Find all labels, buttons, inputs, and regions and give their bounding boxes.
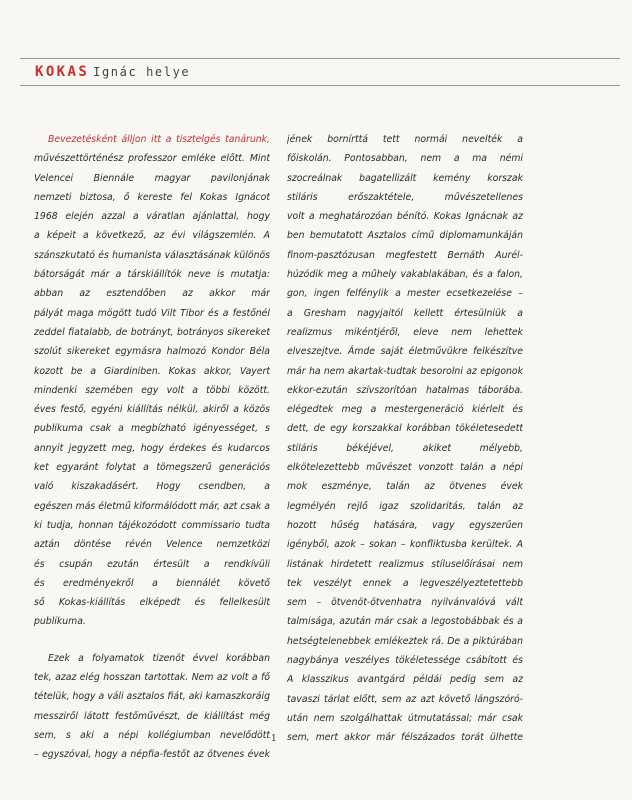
text-line xyxy=(34,555,270,574)
text-line xyxy=(34,649,270,668)
line-text: pályát maga mögött tudó Vilt Tibor és a festőnél xyxy=(34,307,270,319)
line-text: kozott be a Giardiniben. Kokas akkor, Vayert xyxy=(34,365,270,377)
text-line xyxy=(287,690,523,709)
line-text: hozott hűség hatására, vagy egyszerűen xyxy=(287,519,523,531)
text-line xyxy=(287,535,523,554)
text-line xyxy=(34,477,270,496)
line-text: talmisága, azután már csak a legostobábbak és a xyxy=(287,616,523,628)
line-text: nagybánya veszélyes tökéletessége csábított és xyxy=(287,655,523,667)
line-text: egészen más életmű kiformálódott már, azt csak a xyxy=(34,500,270,512)
text-line xyxy=(287,381,523,400)
text-line xyxy=(287,169,523,188)
text-line xyxy=(34,535,270,554)
text-line xyxy=(287,362,523,381)
text-line xyxy=(287,709,523,728)
text-line xyxy=(287,265,523,284)
text-line xyxy=(34,342,270,361)
line-text: tek veszélyt ennek a legveszélyeztetettebb xyxy=(287,577,523,589)
text-line xyxy=(287,207,523,226)
line-text: stiláris erőszaktétele, művészetellenes xyxy=(287,191,523,203)
text-line xyxy=(287,226,523,245)
line-text: már ha nem akartak-tudtak besorolni az epigonok xyxy=(287,365,523,377)
text-line xyxy=(34,207,270,226)
right-text-column xyxy=(287,130,523,748)
text-line xyxy=(287,728,523,747)
text-line xyxy=(34,304,270,323)
text-line xyxy=(287,149,523,168)
text-line xyxy=(287,612,523,631)
line-text: 1968 elején azzal a váratlan ajánlattal, hogy xyxy=(34,211,270,223)
header-author-name: KOKAS xyxy=(35,64,90,80)
line-text: legmélyén rejlő igaz szolidaritás, talán az xyxy=(287,500,523,512)
line-text: ki tudja, honnan tájékozódott commissario tudta xyxy=(34,519,270,531)
line-text: éves festő, egyéni kiállítás nélkül, akiről a közös xyxy=(34,404,270,416)
text-line xyxy=(287,497,523,516)
text-line xyxy=(287,651,523,670)
header-top-rule xyxy=(20,58,620,59)
text-line xyxy=(287,477,523,496)
line-text: tételük, hogy a váli asztalos fiát, aki kamaszkoráig xyxy=(34,691,270,703)
text-line xyxy=(34,149,270,168)
text-line xyxy=(34,188,270,207)
text-line xyxy=(34,593,270,612)
text-line xyxy=(287,130,523,149)
text-line xyxy=(287,670,523,689)
line-text: dett, de egy korszakkal korábban tökéletesedett xyxy=(287,423,523,435)
line-text: sem, mert akkor már félszázados torát ülhette xyxy=(287,732,523,744)
line-text: a képeit a következő, az évi világszemlén. A xyxy=(34,230,270,242)
line-text: aztán döntése révén Velence nemzetközi xyxy=(34,539,270,551)
text-line xyxy=(34,419,270,438)
line-text: után nem szolgálhattak útmutatással; már csak xyxy=(287,712,523,724)
line-text: sem, s aki a népi kollégiumban nevelődött xyxy=(34,729,270,741)
line-text: realizmus mikéntjéről, eleve nem lehettek xyxy=(287,326,523,338)
line-text: bátorságát már a társkiállítók neve is mutatja: xyxy=(34,269,270,281)
text-line xyxy=(34,362,270,381)
text-line xyxy=(34,707,270,726)
line-text: hetségtelenebbek emlékeztek rá. De a piktúrában xyxy=(287,635,523,647)
text-line xyxy=(34,574,270,593)
line-text: zeddel fiatalabb, de botrányt, botrányos sikereket xyxy=(34,326,270,338)
text-line xyxy=(287,516,523,535)
line-text: főiskolán. Pontosabban, nem a ma némi xyxy=(287,153,523,165)
text-line xyxy=(34,130,270,149)
header-bottom-rule xyxy=(20,85,620,86)
text-line xyxy=(287,555,523,574)
highlighted-text: Bevezetésként álljon itt a tisztelgés tanárunk, xyxy=(48,134,270,145)
page-number: 1 xyxy=(271,734,277,744)
text-line xyxy=(34,265,270,284)
line-text: Velencei Biennále magyar pavilonjának xyxy=(34,172,270,184)
text-line xyxy=(287,632,523,651)
text-line xyxy=(287,419,523,438)
text-line xyxy=(287,188,523,207)
line-text: szolút sikereket egymásra halmozó Kondor Béla xyxy=(34,346,270,358)
line-text: ket egyaránt folytat a tömegszerű generációs xyxy=(34,462,270,474)
line-text: húzódik meg a műhely vakablakában, és a falon, xyxy=(287,269,523,281)
running-header xyxy=(35,61,190,83)
text-line xyxy=(34,516,270,535)
text-line xyxy=(34,668,270,687)
text-line xyxy=(287,439,523,458)
left-text-column xyxy=(34,130,270,765)
line-text: A klasszikus avantgárd példái pedig sem az xyxy=(287,674,523,686)
line-text: volt a meghatározóan bénító. Kokas Ignácnak az xyxy=(287,211,523,223)
line-text: ső Kokas-kiállítás elképedt és fellelkesült xyxy=(34,597,270,609)
line-text: Ezek a folyamatok tizenöt évvel korábban xyxy=(48,652,270,664)
text-line xyxy=(34,381,270,400)
line-text: publikuma csak a megbízható igényességet, s xyxy=(34,423,270,435)
text-line xyxy=(34,745,270,764)
line-text: szánszkutató és humanista választásának különös xyxy=(34,249,270,261)
line-text: igényből, azok – sokan – konfliktusba kerültek. A xyxy=(287,539,523,551)
text-line xyxy=(287,593,523,612)
text-line xyxy=(34,323,270,342)
line-text: stiláris békéjével, akiket mélyebb, xyxy=(287,442,523,454)
text-line xyxy=(34,458,270,477)
text-line xyxy=(287,458,523,477)
line-text: elkötelezettebb művészet vonzott talán a népi xyxy=(287,462,523,474)
line-text: – egyszóval, hogy a népfia-festőt az ötvenes évek xyxy=(34,749,270,761)
line-text: való kiszakadásért. Hogy csendben, a xyxy=(34,481,270,493)
line-text: tek, azaz elég hosszan tartottak. Nem az volt a fő xyxy=(34,672,270,684)
line-text: ben bemutatott Asztalos című diplomamunkáján xyxy=(287,230,523,242)
text-line xyxy=(34,612,270,631)
text-line xyxy=(34,439,270,458)
line-text: és eredményekről a biennálét követő xyxy=(34,577,270,589)
text-line xyxy=(34,169,270,188)
line-text: és csupán ezután értesült a rendkívüli xyxy=(34,558,270,570)
line-text: messziről látott festőművészt, de kiállítást még xyxy=(34,710,270,722)
text-line xyxy=(287,246,523,265)
line-text: elégedtek meg a mestergeneráció kiérlelt és xyxy=(287,404,523,416)
line-text: sem – ötvenöt-ötvenhatra nyilvánvalóvá vált xyxy=(287,597,523,609)
text-line xyxy=(34,226,270,245)
text-line xyxy=(287,284,523,303)
line-text: gon, ingen felfénylik a mester ecsetkezelése – xyxy=(287,288,523,300)
line-text: elveszejtve. Ámde saját életművükre felkészítve xyxy=(287,346,523,358)
text-line xyxy=(34,284,270,303)
line-text: szocreálnak bagatellizált kemény korszak xyxy=(287,172,523,184)
line-text: annyit jegyzett meg, hogy érdekes és kudarcos xyxy=(34,442,270,454)
line-text: listának hirdetett realizmus stíluselőírásai nem xyxy=(287,558,523,570)
line-text: ekkor-ezután szívszorítóan hatalmas táborába. xyxy=(287,384,523,396)
line-text: jének bornírttá tett normái nevelték a xyxy=(287,134,523,145)
text-line xyxy=(287,342,523,361)
line-text: abban az esztendőben az akkor már xyxy=(34,288,270,300)
text-line xyxy=(287,574,523,593)
line-text: tavaszi tárlat előtt, sem az azt követő lángszóró- xyxy=(287,693,523,705)
text-line xyxy=(287,323,523,342)
text-line xyxy=(287,400,523,419)
line-text: művészettörténész professzor emléke előtt. Mint xyxy=(34,153,270,165)
line-text: publikuma. xyxy=(34,616,86,628)
header-subtitle: Ignác helye xyxy=(93,65,191,79)
text-line xyxy=(34,497,270,516)
line-text: nemzeti biztosa, ő kereste fel Kokas Ignácot xyxy=(34,191,270,203)
line-text: a Gresham nagyjaitól kellett értesülniük a xyxy=(287,307,523,319)
text-line xyxy=(34,246,270,265)
line-text: mok eszménye, talán az ötvenes évek xyxy=(287,481,523,493)
line-text: mindenki szemében egy volt a többi között. xyxy=(34,384,270,396)
text-line xyxy=(287,304,523,323)
text-line xyxy=(34,726,270,745)
line-text: finom-pasztózusan megfestett Bernáth Aurél- xyxy=(287,249,523,261)
text-line xyxy=(34,400,270,419)
text-line xyxy=(34,687,270,706)
